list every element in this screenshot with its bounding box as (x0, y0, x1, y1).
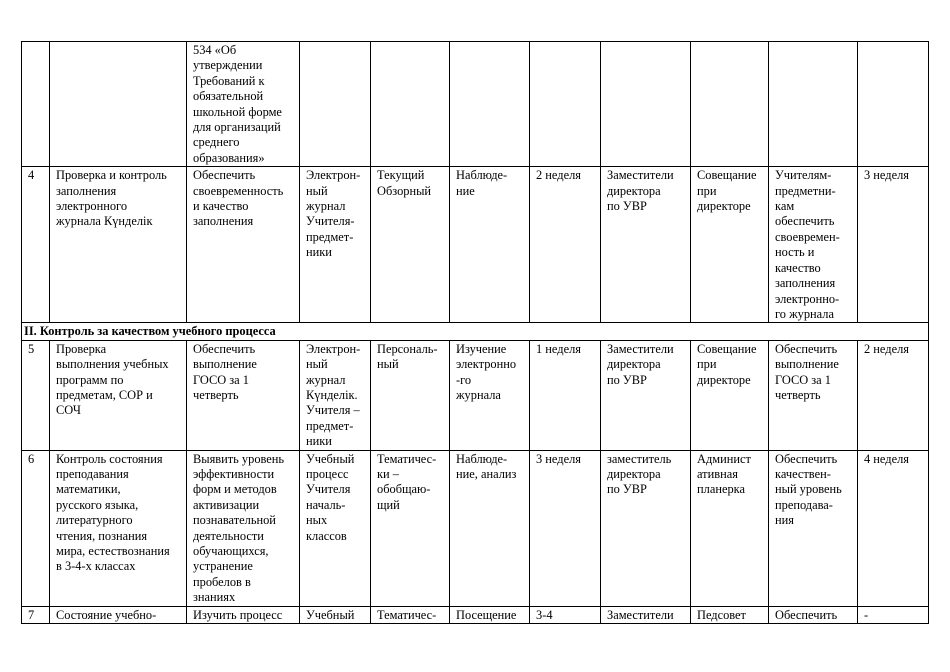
cell-recheck: - (858, 606, 929, 623)
cell-decision: Обеспечить выполнение ГОСО за 1 четверть (769, 340, 858, 450)
cell-goal: Обеспечить выполнение ГОСО за 1 четверть (187, 340, 300, 450)
cell-recheck: 4 неделя (858, 450, 929, 606)
cell-activity: Проверка и контроль заполнения электронного журнала Күнделік (50, 167, 187, 323)
cell-object: Электрон- ный журнал Күнделік. Учителя – предмет- ники (300, 340, 371, 450)
cell-object: Учебный (300, 606, 371, 623)
cell-method: Наблюде- ние (450, 167, 530, 323)
cell-recheck: 2 неделя (858, 340, 929, 450)
cell-goal: Изучить процесс (187, 606, 300, 623)
cell-method: Изучение электронно -го журнала (450, 340, 530, 450)
cell-control-type: Текущий Обзорный (371, 167, 450, 323)
cell-recheck (858, 42, 929, 167)
cell-number: 4 (22, 167, 50, 323)
cell-goal: Выявить уровень эффективности форм и методов активизации познавательной деятельности обучающихся, устранение пробелов в знаниях (187, 450, 300, 606)
cell-responsible (601, 42, 691, 167)
cell-method: Посещение (450, 606, 530, 623)
cell-goal: Обеспечить своевременность и качество заполнения (187, 167, 300, 323)
cell-object: Электрон- ный журнал Учителя- предмет- ники (300, 167, 371, 323)
cell-term: 3 неделя (530, 450, 601, 606)
cell-term: 3-4 (530, 606, 601, 623)
cell-number (22, 42, 50, 167)
cell-decision: Обеспечить качествен- ный уровень преподава- ния (769, 450, 858, 606)
section-heading: II. Контроль за качеством учебного процесса (22, 323, 929, 340)
cell-number: 7 (22, 606, 50, 623)
cell-recheck: 3 неделя (858, 167, 929, 323)
cell-review-place (691, 42, 769, 167)
table-row (22, 42, 929, 167)
table-row (22, 606, 929, 623)
cell-responsible: Заместители (601, 606, 691, 623)
control-plan-table (21, 41, 929, 624)
cell-activity: Состояние учебно- (50, 606, 187, 623)
cell-control-type: Тематичес- ки – обобщаю- щий (371, 450, 450, 606)
cell-number: 6 (22, 450, 50, 606)
cell-review-place: Админист ативная планерка (691, 450, 769, 606)
cell-method (450, 42, 530, 167)
cell-control-type: Тематичес- (371, 606, 450, 623)
cell-term (530, 42, 601, 167)
cell-term: 2 неделя (530, 167, 601, 323)
cell-method: Наблюде- ние, анализ (450, 450, 530, 606)
cell-review-place: Совещание при директоре (691, 167, 769, 323)
cell-responsible: Заместители директора по УВР (601, 340, 691, 450)
cell-responsible: Заместители директора по УВР (601, 167, 691, 323)
cell-decision (769, 42, 858, 167)
cell-activity: Проверка выполнения учебных программ по предметам, СОР и СОЧ (50, 340, 187, 450)
cell-review-place: Совещание при директоре (691, 340, 769, 450)
table-row (22, 340, 929, 450)
cell-review-place: Педсовет (691, 606, 769, 623)
table-row (22, 450, 929, 606)
cell-control-type: Персональ- ный (371, 340, 450, 450)
cell-activity: Контроль состояния преподавания математики, русского языка, литературного чтения, познания мира, естествознания в 3-4-х классах (50, 450, 187, 606)
cell-object (300, 42, 371, 167)
section-row (22, 323, 929, 340)
cell-decision: Обеспечить (769, 606, 858, 623)
cell-goal: 534 «Об утверждении Требований к обязательной школьной форме для организаций среднего образования» (187, 42, 300, 167)
cell-object: Учебный процесс Учителя началь- ных классов (300, 450, 371, 606)
cell-decision: Учителям- предметни- кам обеспечить своевремен- ность и качество заполнения электронно- го журнала (769, 167, 858, 323)
cell-term: 1 неделя (530, 340, 601, 450)
cell-number: 5 (22, 340, 50, 450)
cell-activity (50, 42, 187, 167)
cell-responsible: заместитель директора по УВР (601, 450, 691, 606)
table-row (22, 167, 929, 323)
cell-control-type (371, 42, 450, 167)
